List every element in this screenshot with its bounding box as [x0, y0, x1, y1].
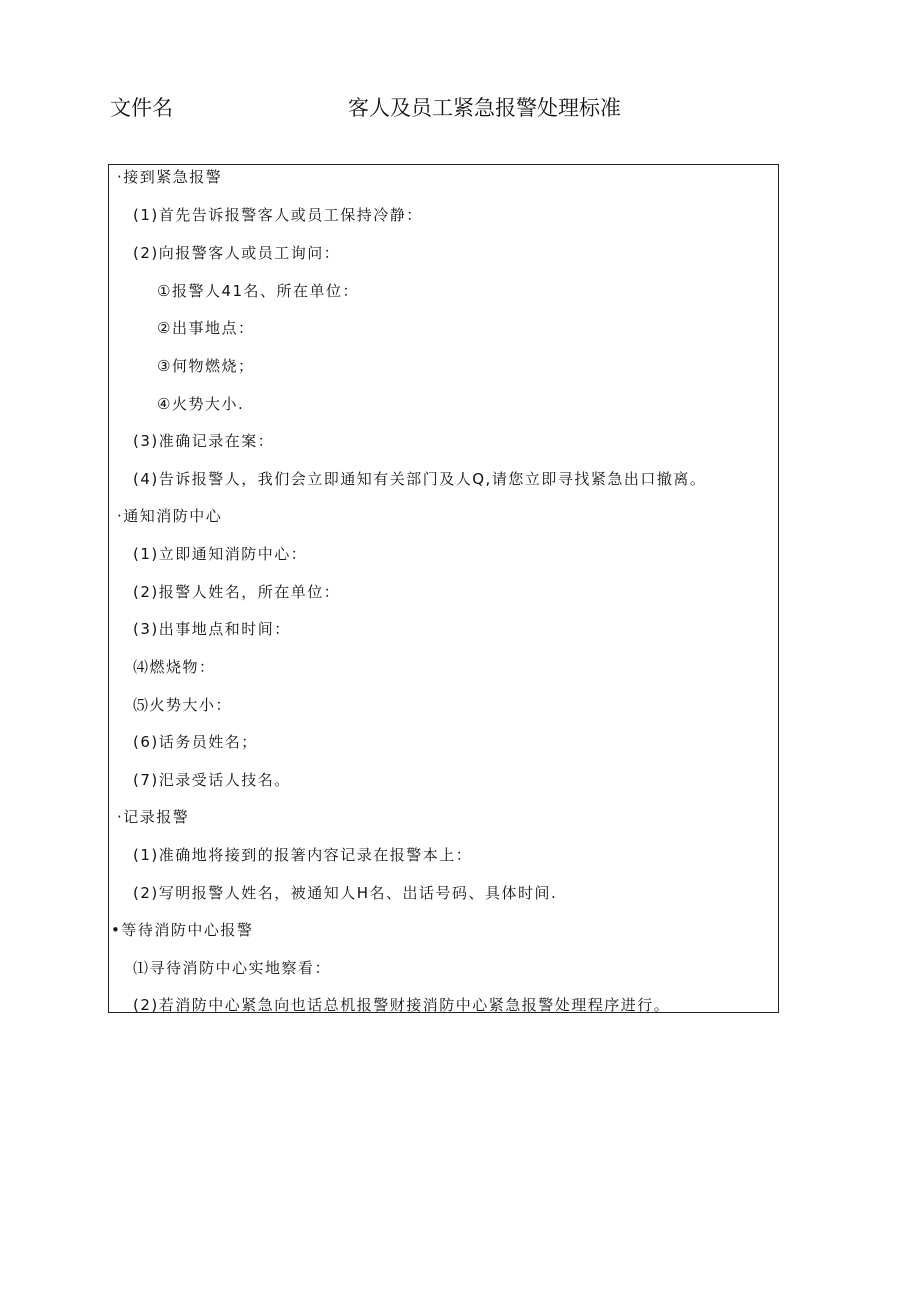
list-item: (2)向报警客人或员工询问：: [133, 244, 341, 262]
list-item: (3)出事地点和时间：: [133, 620, 291, 638]
list-item: (1)准确地将接到的报箸内容记录在报警本上：: [133, 846, 473, 864]
list-item: ⑸火势大小：: [133, 696, 233, 714]
list-item: (1)立即通知消防中心：: [133, 545, 308, 563]
section-heading-notify-fire-center: ·通知消防中心: [117, 507, 223, 525]
list-subitem: ④火势大小.: [157, 395, 245, 413]
list-item: (6)话务员姓名；: [133, 733, 258, 751]
section-heading-await-fire-center: •等待消防中心报警: [111, 921, 254, 939]
list-item: (2)若消防中心紧急向也话总机报警财接消防中心紧急报警处理程序进行。: [133, 996, 671, 1014]
list-item: (7)汜录受话人技名。: [133, 771, 291, 789]
document-title: 客人及员工紧急报警处理标准: [348, 96, 621, 120]
content-box: [108, 164, 779, 1013]
list-item: (1)首先告诉报警客人或员工保持冷静：: [133, 206, 423, 224]
list-item: (2)写明报警人姓名，被通知人H名、岀话号码、具体时间.: [133, 884, 558, 902]
section-heading-receive-alarm: ·接到紧急报警: [117, 168, 223, 186]
list-subitem: ②出事地点：: [157, 319, 255, 337]
list-item: (2)报警人姓名，所在单位：: [133, 583, 341, 601]
list-item: (3)准确记录在案：: [133, 432, 275, 450]
section-heading-record-alarm: ·记录报警: [117, 808, 190, 826]
list-subitem: ③何物燃烧；: [157, 357, 255, 375]
document-label: 文件名: [110, 96, 173, 120]
list-item: ⑴寻待消防中心实地察看：: [133, 959, 332, 977]
list-item: ⑷燃烧物：: [133, 658, 216, 676]
list-item: (4)告诉报警人，我们会立即通知有关部门及人Q,请您立即寻找紧急出口撤离。: [133, 470, 707, 488]
list-subitem: ①报警人41名、所在单位：: [157, 282, 360, 300]
